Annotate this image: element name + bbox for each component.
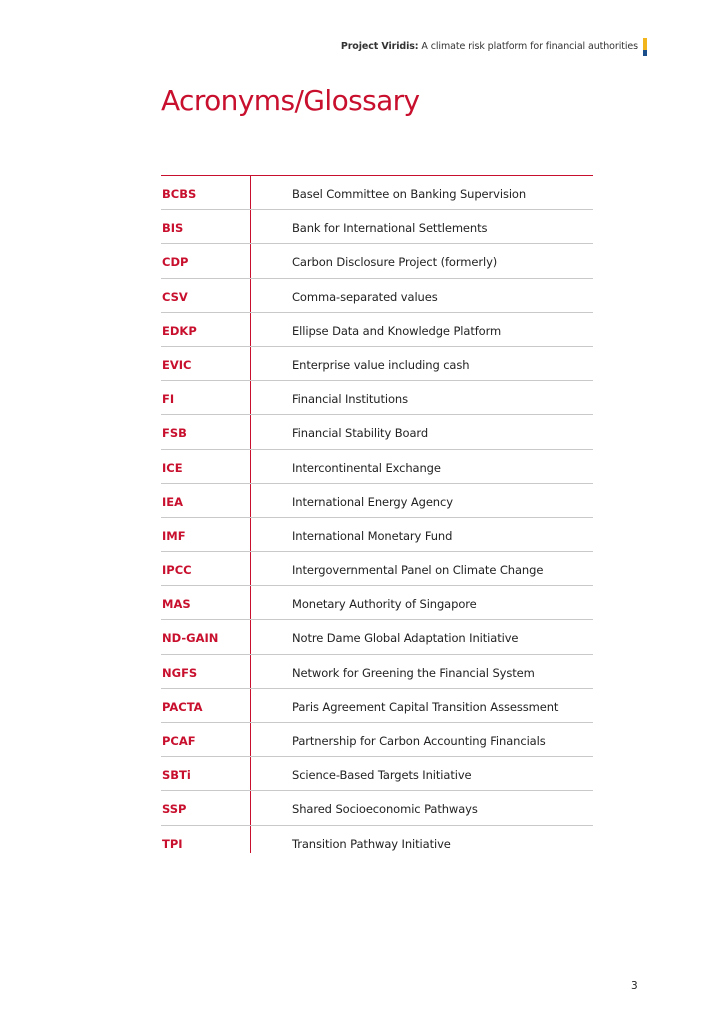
glossary-definition: Transition Pathway Initiative bbox=[292, 836, 451, 851]
glossary-definition: Intercontinental Exchange bbox=[292, 460, 441, 475]
glossary-acronym: BCBS bbox=[162, 187, 197, 201]
glossary-acronym: EVIC bbox=[162, 357, 192, 372]
glossary-acronym: BIS bbox=[162, 221, 184, 236]
glossary-definition: Ellipse Data and Knowledge Platform bbox=[292, 323, 502, 338]
glossary-acronym: SSP bbox=[162, 802, 187, 817]
glossary-definition: Financial Stability Board bbox=[292, 426, 429, 441]
glossary-acronym: PACTA bbox=[162, 699, 203, 714]
page-number: 3 bbox=[631, 980, 638, 992]
glossary-row bbox=[161, 655, 593, 689]
glossary-acronym: IMF bbox=[162, 528, 186, 543]
glossary-definition: Science-Based Targets Initiative bbox=[292, 768, 472, 783]
glossary-row bbox=[161, 210, 593, 244]
glossary-row bbox=[161, 347, 593, 381]
running-header-subtitle: A climate risk platform for financial authorities bbox=[418, 41, 638, 52]
glossary-row bbox=[161, 723, 593, 757]
glossary-row bbox=[161, 791, 593, 825]
running-header-project: Project Viridis: bbox=[340, 41, 419, 52]
glossary-definition: Financial Institutions bbox=[292, 392, 409, 407]
glossary-row bbox=[161, 176, 593, 210]
glossary-definition: Enterprise value including cash bbox=[292, 357, 470, 372]
glossary-row bbox=[161, 689, 593, 723]
glossary-definition: Intergovernmental Panel on Climate Change bbox=[292, 563, 544, 578]
glossary-acronym: CSV bbox=[162, 289, 188, 304]
glossary-row bbox=[161, 620, 593, 654]
glossary-row bbox=[161, 826, 593, 859]
header-mark-yellow bbox=[643, 38, 647, 50]
glossary-row bbox=[161, 415, 593, 449]
glossary-definition: Basel Committee on Banking Supervision bbox=[292, 187, 527, 201]
glossary-acronym: ND-GAIN bbox=[162, 631, 219, 646]
glossary-row bbox=[161, 586, 593, 620]
glossary-acronym: IEA bbox=[162, 494, 184, 509]
glossary-definition: Notre Dame Global Adaptation Initiative bbox=[292, 631, 519, 646]
glossary-acronym: SBTi bbox=[162, 768, 191, 783]
glossary-row bbox=[161, 757, 593, 791]
glossary-acronym: IPCC bbox=[162, 563, 192, 578]
header-mark-blue bbox=[643, 50, 647, 56]
glossary-acronym: CDP bbox=[162, 255, 189, 270]
glossary-acronym: NGFS bbox=[162, 665, 198, 680]
glossary-row bbox=[161, 279, 593, 313]
page-title: Acronyms/Glossary bbox=[161, 84, 420, 117]
glossary-row bbox=[161, 313, 593, 347]
glossary-definition: Shared Socioeconomic Pathways bbox=[292, 802, 478, 817]
glossary-row bbox=[161, 450, 593, 484]
glossary-row bbox=[161, 381, 593, 415]
glossary-row bbox=[161, 244, 593, 278]
glossary-definition: Paris Agreement Capital Transition Assessment bbox=[292, 699, 559, 714]
glossary-definition: International Energy Agency bbox=[292, 494, 453, 509]
glossary-row bbox=[161, 518, 593, 552]
glossary-acronym: EDKP bbox=[162, 323, 197, 338]
glossary-acronym: MAS bbox=[162, 597, 191, 612]
glossary-definition: Comma-separated values bbox=[292, 289, 438, 304]
glossary-definition: International Monetary Fund bbox=[292, 528, 453, 543]
glossary-definition: Partnership for Carbon Accounting Financials bbox=[292, 734, 546, 748]
glossary-definition: Network for Greening the Financial System bbox=[292, 665, 535, 680]
glossary-definition: Carbon Disclosure Project (formerly) bbox=[292, 255, 498, 270]
glossary-acronym: FI bbox=[162, 392, 175, 407]
glossary-acronym: PCAF bbox=[162, 734, 196, 748]
glossary-row bbox=[161, 552, 593, 586]
glossary-acronym: TPI bbox=[162, 836, 183, 851]
glossary-table bbox=[161, 175, 593, 859]
glossary-definition: Monetary Authority of Singapore bbox=[292, 597, 477, 612]
glossary-row bbox=[161, 484, 593, 518]
glossary-acronym: FSB bbox=[162, 426, 187, 441]
running-header bbox=[341, 41, 638, 52]
glossary-acronym: ICE bbox=[162, 460, 183, 475]
header-color-mark bbox=[643, 38, 647, 56]
glossary-definition: Bank for International Settlements bbox=[292, 221, 488, 236]
